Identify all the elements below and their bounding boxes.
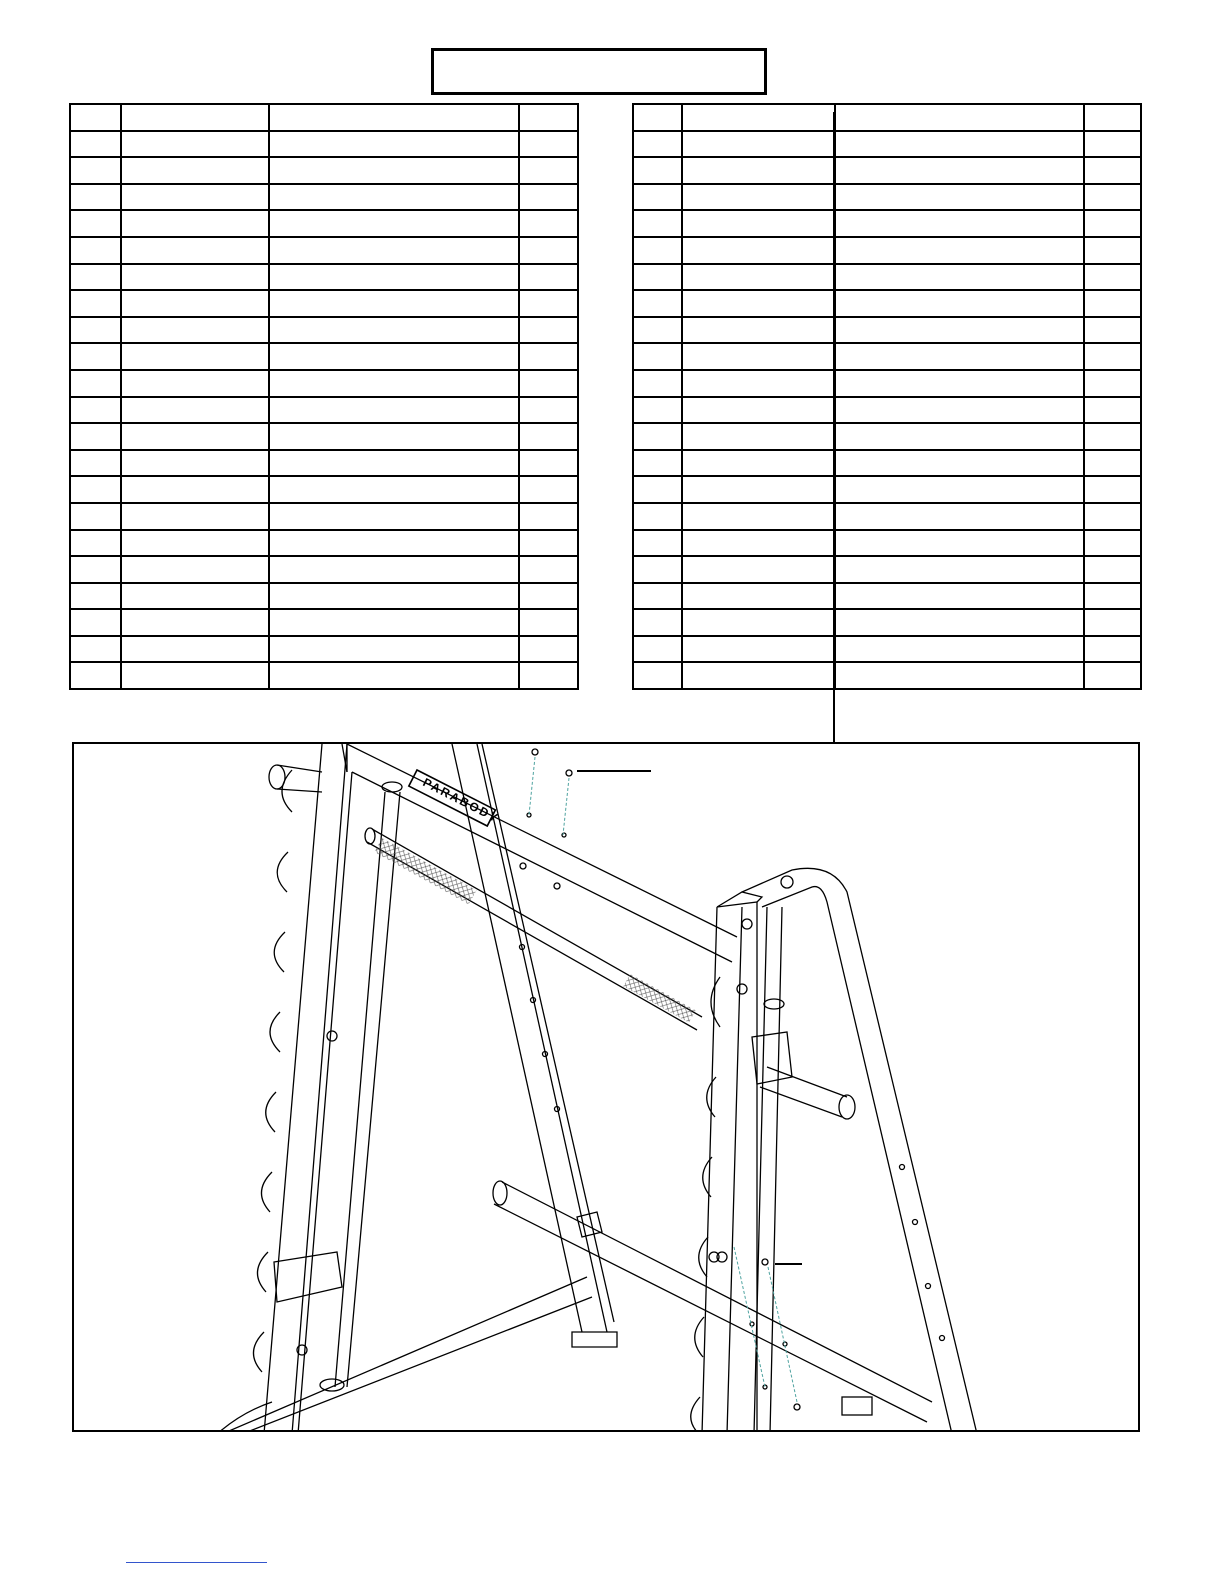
part-code-cell [682, 609, 835, 636]
part-description-cell [835, 556, 1084, 583]
part-qty-cell [1084, 636, 1141, 663]
part-description-cell [835, 423, 1084, 450]
part-qty-cell [1084, 237, 1141, 264]
parts-row-right [633, 157, 1141, 184]
parts-table-right [632, 103, 1142, 690]
part-qty-cell [519, 343, 578, 370]
part-number-cell [633, 583, 682, 610]
part-code-cell [121, 131, 269, 158]
part-description-cell [835, 264, 1084, 291]
part-description-cell [269, 397, 519, 424]
part-code-cell [121, 556, 269, 583]
part-code-cell [121, 397, 269, 424]
part-qty-cell [519, 397, 578, 424]
part-description-cell [269, 662, 519, 689]
part-code-cell [682, 157, 835, 184]
parts-row-left [70, 317, 578, 344]
part-qty-cell [1084, 290, 1141, 317]
part-description-cell [835, 397, 1084, 424]
parts-table-left [69, 103, 579, 690]
part-number-cell [70, 264, 121, 291]
parts-row-right [633, 104, 1141, 131]
part-number-cell [633, 609, 682, 636]
parts-row-left [70, 609, 578, 636]
part-qty-cell [519, 423, 578, 450]
page-title-box [431, 48, 767, 95]
part-code-cell [682, 556, 835, 583]
part-code-cell [121, 317, 269, 344]
part-qty-cell [1084, 343, 1141, 370]
parts-row-right [633, 423, 1141, 450]
part-number-cell [70, 530, 121, 557]
part-qty-cell [519, 503, 578, 530]
part-qty-cell [1084, 157, 1141, 184]
part-qty-cell [519, 370, 578, 397]
parts-row-left [70, 662, 578, 689]
part-code-cell [682, 530, 835, 557]
part-number-cell [633, 476, 682, 503]
parts-row-left [70, 450, 578, 477]
footer-link[interactable] [126, 1548, 267, 1563]
part-qty-cell [519, 157, 578, 184]
part-qty-cell [1084, 131, 1141, 158]
parts-row-left [70, 476, 578, 503]
part-description-cell [835, 583, 1084, 610]
parts-row-left [70, 556, 578, 583]
part-description-cell [835, 317, 1084, 344]
part-description-cell [269, 104, 519, 131]
parts-row-right [633, 184, 1141, 211]
part-number-cell [70, 210, 121, 237]
part-qty-cell [1084, 184, 1141, 211]
part-number-cell [70, 370, 121, 397]
part-qty-cell [1084, 609, 1141, 636]
part-description-cell [835, 530, 1084, 557]
parts-row-left [70, 157, 578, 184]
parts-row-right [633, 636, 1141, 663]
parts-row-left [70, 290, 578, 317]
part-description-cell [835, 636, 1084, 663]
part-number-cell [633, 636, 682, 663]
assembly-diagram-frame [72, 742, 1140, 1432]
parts-row-left [70, 131, 578, 158]
part-code-cell [682, 370, 835, 397]
part-code-cell [121, 609, 269, 636]
part-number-cell [633, 370, 682, 397]
part-code-cell [682, 503, 835, 530]
part-code-cell [121, 237, 269, 264]
part-qty-cell [1084, 104, 1141, 131]
part-code-cell [121, 343, 269, 370]
part-code-cell [121, 290, 269, 317]
part-qty-cell [519, 264, 578, 291]
parts-row-left [70, 636, 578, 663]
part-code-cell [682, 343, 835, 370]
part-code-cell [121, 503, 269, 530]
part-qty-cell [1084, 662, 1141, 689]
parts-row-left [70, 397, 578, 424]
part-qty-cell [1084, 503, 1141, 530]
part-qty-cell [519, 450, 578, 477]
part-number-cell [633, 423, 682, 450]
part-description-cell [835, 157, 1084, 184]
part-number-cell [633, 264, 682, 291]
parts-row-left [70, 370, 578, 397]
part-description-cell [835, 237, 1084, 264]
part-number-cell [70, 476, 121, 503]
part-qty-cell [1084, 370, 1141, 397]
part-code-cell [682, 131, 835, 158]
part-description-cell [269, 583, 519, 610]
part-description-cell [269, 264, 519, 291]
part-code-cell [121, 210, 269, 237]
part-code-cell [682, 636, 835, 663]
parts-row-right [633, 476, 1141, 503]
part-qty-cell [519, 662, 578, 689]
part-description-cell [269, 503, 519, 530]
part-description-cell [835, 609, 1084, 636]
part-code-cell [121, 370, 269, 397]
part-code-cell [682, 184, 835, 211]
parts-row-right [633, 237, 1141, 264]
part-code-cell [121, 662, 269, 689]
parts-row-left [70, 503, 578, 530]
parts-row-left [70, 264, 578, 291]
part-qty-cell [519, 609, 578, 636]
part-qty-cell [1084, 317, 1141, 344]
part-number-cell [633, 131, 682, 158]
parts-row-right [633, 343, 1141, 370]
part-description-cell [269, 237, 519, 264]
parts-row-left [70, 583, 578, 610]
part-number-cell [70, 503, 121, 530]
part-number-cell [633, 503, 682, 530]
right-guide-rod [752, 907, 855, 1432]
part-code-cell [121, 104, 269, 131]
hardware-guide-top [529, 757, 569, 835]
parts-row-right [633, 264, 1141, 291]
parts-row-right [633, 290, 1141, 317]
base-frame [217, 1277, 592, 1432]
part-description-cell [835, 290, 1084, 317]
part-number-cell [633, 556, 682, 583]
part-code-cell [121, 476, 269, 503]
part-number-cell [70, 237, 121, 264]
part-code-cell [121, 264, 269, 291]
part-qty-cell [1084, 583, 1141, 610]
parts-row-right [633, 317, 1141, 344]
part-number-cell [70, 609, 121, 636]
part-qty-cell [1084, 476, 1141, 503]
part-description-cell [269, 157, 519, 184]
part-number-cell [633, 290, 682, 317]
part-number-cell [70, 343, 121, 370]
part-number-cell [633, 343, 682, 370]
part-qty-cell [1084, 397, 1141, 424]
assembly-diagram [74, 744, 1140, 1432]
part-code-cell [682, 104, 835, 131]
part-description-cell [269, 530, 519, 557]
parts-row-right [633, 210, 1141, 237]
parts-row-right [633, 609, 1141, 636]
part-number-cell [633, 157, 682, 184]
part-qty-cell [1084, 264, 1141, 291]
parts-row-left [70, 104, 578, 131]
part-qty-cell [1084, 450, 1141, 477]
part-code-cell [121, 636, 269, 663]
part-description-cell [835, 131, 1084, 158]
right-frame-label-plate [842, 1397, 872, 1415]
part-qty-cell [519, 237, 578, 264]
part-qty-cell [519, 210, 578, 237]
part-qty-cell [1084, 556, 1141, 583]
parts-row-left [70, 237, 578, 264]
part-description-cell [269, 423, 519, 450]
part-code-cell [121, 157, 269, 184]
part-qty-cell [519, 317, 578, 344]
part-number-cell [633, 317, 682, 344]
part-code-cell [682, 290, 835, 317]
parts-row-left [70, 210, 578, 237]
part-code-cell [682, 476, 835, 503]
parts-row-right [633, 397, 1141, 424]
part-code-cell [121, 530, 269, 557]
part-code-cell [682, 264, 835, 291]
parts-row-right [633, 662, 1141, 689]
part-qty-cell [519, 476, 578, 503]
part-code-cell [682, 210, 835, 237]
part-description-cell [269, 636, 519, 663]
part-number-cell [70, 157, 121, 184]
part-number-cell [633, 530, 682, 557]
part-qty-cell [519, 556, 578, 583]
part-qty-cell [519, 530, 578, 557]
parts-row-left [70, 343, 578, 370]
parts-row-left [70, 423, 578, 450]
part-code-cell [682, 317, 835, 344]
part-description-cell [269, 184, 519, 211]
parts-row-right [633, 503, 1141, 530]
part-description-cell [269, 290, 519, 317]
part-description-cell [835, 104, 1084, 131]
part-number-cell [70, 317, 121, 344]
hardware-guide-bottom [734, 1247, 797, 1402]
part-description-cell [835, 662, 1084, 689]
part-qty-cell [519, 636, 578, 663]
part-number-cell [70, 450, 121, 477]
part-description-cell [835, 450, 1084, 477]
part-description-cell [835, 476, 1084, 503]
parts-row-right [633, 583, 1141, 610]
part-qty-cell [1084, 423, 1141, 450]
part-number-cell [70, 556, 121, 583]
part-description-cell [835, 184, 1084, 211]
part-description-cell [835, 210, 1084, 237]
part-code-cell [682, 397, 835, 424]
part-number-cell [633, 397, 682, 424]
part-number-cell [70, 290, 121, 317]
part-code-cell [682, 583, 835, 610]
part-qty-cell [519, 290, 578, 317]
part-qty-cell [519, 104, 578, 131]
parts-row-left [70, 530, 578, 557]
part-qty-cell [1084, 210, 1141, 237]
part-code-cell [682, 237, 835, 264]
part-description-cell [269, 131, 519, 158]
left-upright-bracket [274, 1252, 342, 1302]
part-code-cell [682, 450, 835, 477]
part-number-cell [70, 583, 121, 610]
part-description-cell [835, 503, 1084, 530]
parts-row-right [633, 370, 1141, 397]
parts-row-right [633, 530, 1141, 557]
part-code-cell [682, 662, 835, 689]
weight-storage-horn [493, 1181, 932, 1422]
part-number-cell [633, 104, 682, 131]
part-number-cell [70, 184, 121, 211]
part-number-cell [633, 210, 682, 237]
part-description-cell [269, 343, 519, 370]
part-number-cell [633, 662, 682, 689]
right-bar-hooks [691, 977, 720, 1432]
part-description-cell [269, 370, 519, 397]
part-number-cell [70, 397, 121, 424]
right-upright [691, 892, 762, 1432]
part-description-cell [835, 343, 1084, 370]
part-qty-cell [1084, 530, 1141, 557]
part-qty-cell [519, 131, 578, 158]
part-code-cell [121, 423, 269, 450]
parts-row-right [633, 450, 1141, 477]
part-description-cell [269, 556, 519, 583]
part-description-cell [269, 609, 519, 636]
part-code-cell [121, 184, 269, 211]
part-number-cell [70, 423, 121, 450]
right-rear-frame [742, 868, 977, 1432]
part-qty-cell [519, 583, 578, 610]
part-number-cell [70, 131, 121, 158]
part-description-cell [269, 450, 519, 477]
part-number-cell [633, 184, 682, 211]
part-description-cell [269, 476, 519, 503]
parts-row-right [633, 556, 1141, 583]
parts-row-left [70, 184, 578, 211]
part-number-cell [633, 450, 682, 477]
part-description-cell [269, 210, 519, 237]
part-code-cell [121, 583, 269, 610]
brand-label: PARABODY [420, 775, 502, 826]
part-code-cell [682, 423, 835, 450]
part-number-cell [70, 662, 121, 689]
part-description-cell [835, 370, 1084, 397]
left-bar-hooks [253, 770, 292, 1372]
part-qty-cell [519, 184, 578, 211]
part-description-cell [269, 317, 519, 344]
part-number-cell [70, 636, 121, 663]
parts-row-right [633, 131, 1141, 158]
part-number-cell [70, 104, 121, 131]
part-number-cell [633, 237, 682, 264]
part-code-cell [121, 450, 269, 477]
